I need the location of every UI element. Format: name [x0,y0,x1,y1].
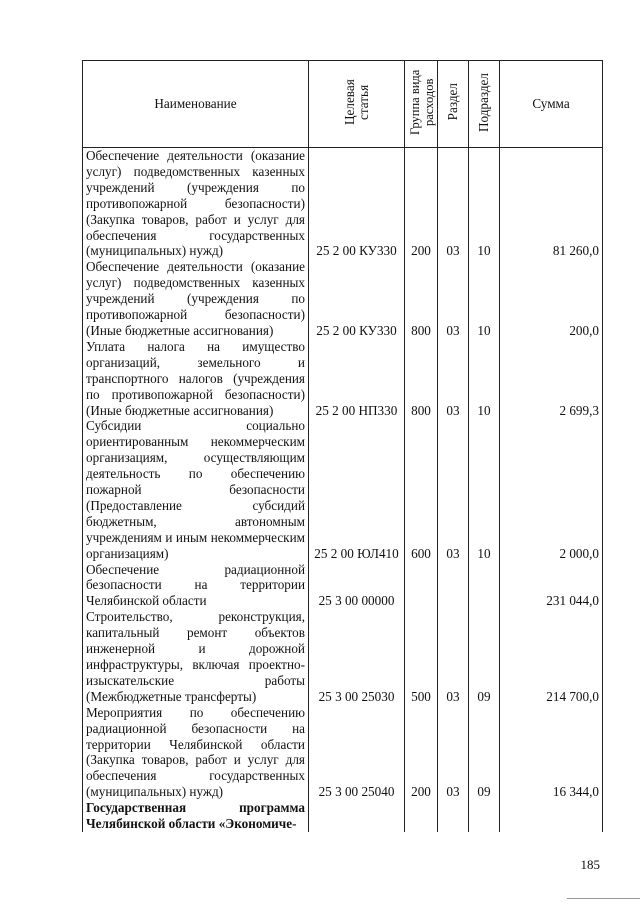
row-sum: 231 044,0 [500,562,603,610]
row-sum: 81 260,0 [500,148,603,260]
header-section: Раздел [438,61,469,148]
row-expense-group: 800 [405,259,438,339]
row-target-article: 25 2 00 КУ330 [309,259,405,339]
row-name: Мероприятия по обеспечению радиационной безопасности на территории Челябинской области (Закупка товаров, работ и услуг для обеспечения государственных (муниципальных) нужд) [83,705,309,800]
row-target-article: 25 3 00 00000 [309,562,405,610]
row-section [438,562,469,610]
budget-table [82,60,603,832]
row-name: Субсидии социально ориентированным некоммерческим организациям, осуществляющим деятельность по обеспечению пожарной безопасности (Предоставление субсидий бюджетным, автономным учреждениям и иным некоммерческим организациям) [83,418,309,561]
table-row [83,339,603,419]
row-subsection: 10 [469,259,500,339]
row-name: Обеспечение деятельности (оказание услуг) подведомственных казенных учреждений (учреждения по противопожарной безопасности) (Иные бюджетные ассигнования) [83,259,309,339]
row-subsection: 10 [469,339,500,419]
table-row [83,418,603,561]
header-subsection: Подраздел [469,61,500,148]
row-section: 03 [438,259,469,339]
row-subsection [469,800,500,832]
table-row [83,800,603,832]
row-name: Строительство, реконструкция, капитальный ремонт объектов инженерной и дорожной инфраструктуры, включая проектно-изыскательские работы (Межбюджетные трансферты) [83,609,309,704]
row-target-article [309,800,405,832]
row-section: 03 [438,609,469,704]
table-row [83,562,603,610]
row-subsection: 10 [469,148,500,260]
row-expense-group [405,562,438,610]
row-section: 03 [438,339,469,419]
row-name: Обеспечение радиационной безопасности на территории Челябинской области [83,562,309,610]
header-name: Наименование [83,61,309,148]
row-expense-group: 500 [405,609,438,704]
row-subsection: 09 [469,705,500,800]
row-sum: 2 000,0 [500,418,603,561]
row-sum: 2 699,3 [500,339,603,419]
page-number: 185 [580,857,600,872]
row-name: Государственная программа Челябинской области «Экономиче- [83,800,309,832]
row-sum: 214 700,0 [500,609,603,704]
row-sum: 16 344,0 [500,705,603,800]
table-row [83,259,603,339]
row-target-article: 25 3 00 25030 [309,609,405,704]
row-sum [500,800,603,832]
row-name: Обеспечение деятельности (оказание услуг) подведомственных казенных учреждений (учреждения по противопожарной безопасности) (Закупка товаров, работ и услуг для обеспечения государственных (муниципальных) нужд) [83,148,309,260]
row-expense-group: 600 [405,418,438,561]
header-sum: Сумма [500,61,603,148]
row-sum: 200,0 [500,259,603,339]
table-row [83,148,603,260]
row-expense-group: 800 [405,339,438,419]
row-target-article: 25 2 00 КУ330 [309,148,405,260]
row-section [438,800,469,832]
row-expense-group: 200 [405,148,438,260]
row-section: 03 [438,705,469,800]
row-target-article: 25 2 00 ЮЛ410 [309,418,405,561]
table-header-row [83,61,603,148]
row-expense-group [405,800,438,832]
row-subsection [469,562,500,610]
scan-edge-line [567,898,640,899]
row-expense-group: 200 [405,705,438,800]
row-section: 03 [438,148,469,260]
row-subsection: 09 [469,609,500,704]
row-target-article: 25 2 00 НП330 [309,339,405,419]
row-name: Уплата налога на имущество организаций, земельного и транспортного налогов (учреждения по противопожарной безопасности) (Иные бюджетные ассигнования) [83,339,309,419]
row-section: 03 [438,418,469,561]
table-row [83,609,603,704]
table-row [83,705,603,800]
header-target-article: Целевая статья [309,61,405,148]
row-target-article: 25 3 00 25040 [309,705,405,800]
header-expense-group: Группа вида расходов [405,61,438,148]
row-subsection: 10 [469,418,500,561]
